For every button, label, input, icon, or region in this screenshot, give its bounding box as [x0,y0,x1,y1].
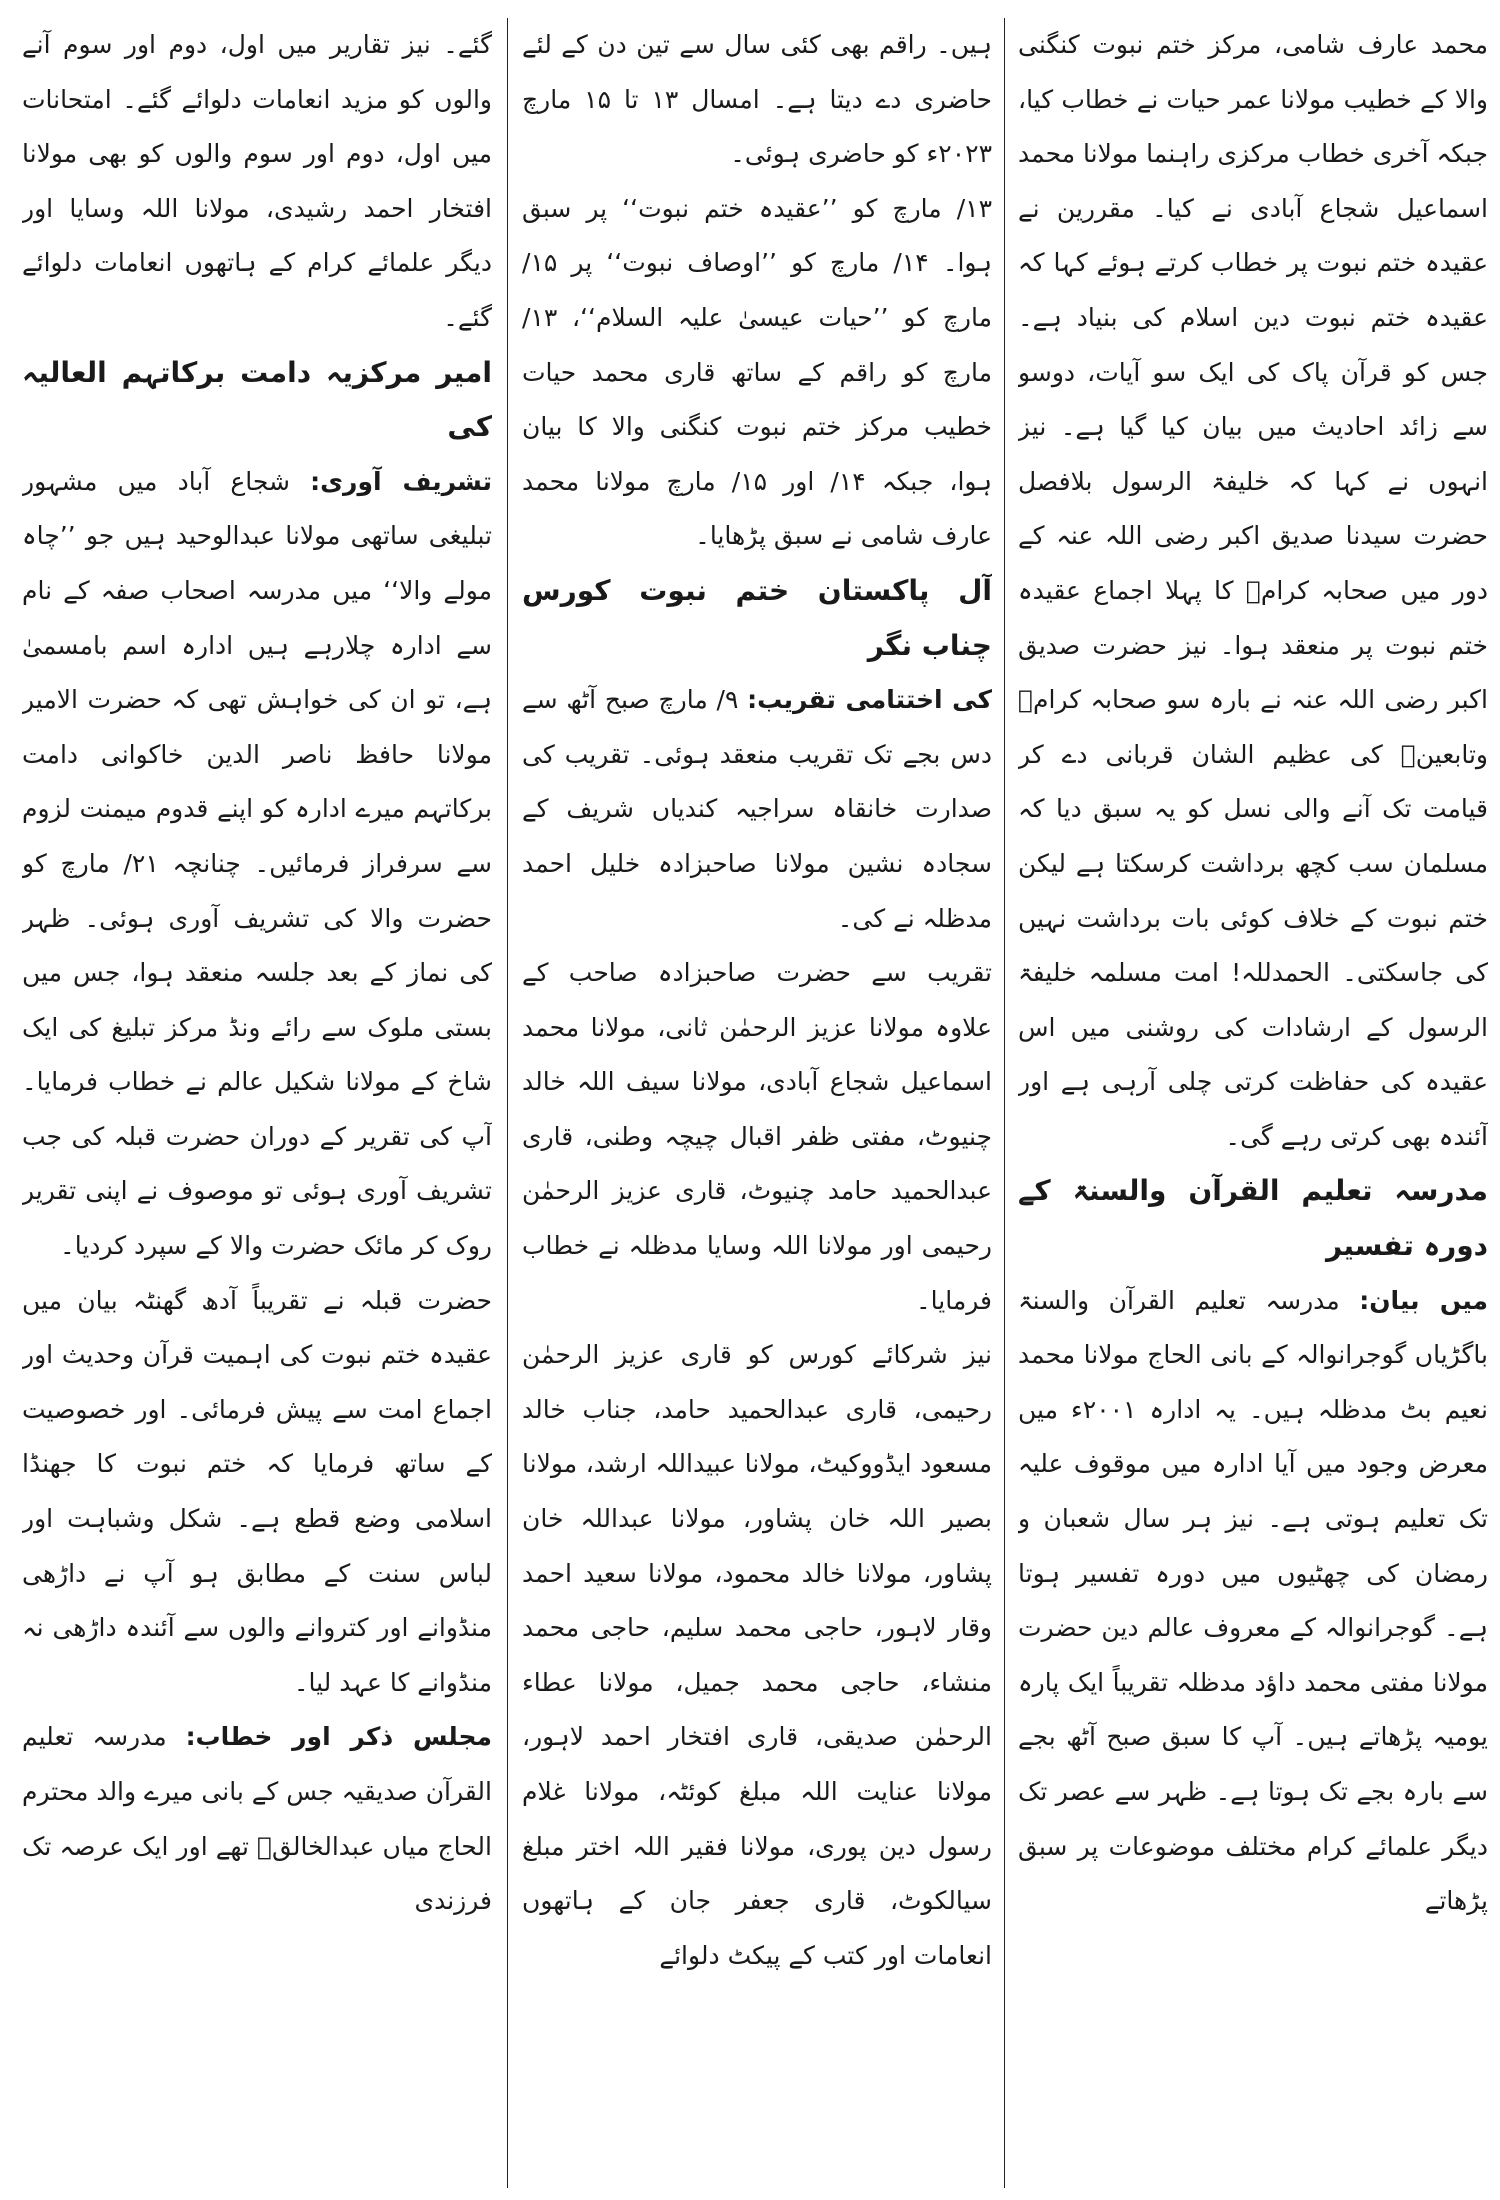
paragraph: محمد عارف شامی، مرکز ختم نبوت کنگنی والا کے خطیب مولانا عمر حیات نے خطاب کیا، جبکہ آخری خطاب مرکزی راہنما مولانا محمد اسماعیل شجاع آبادی نے کیا۔ مقررین نے عقیدہ ختم نبوت پر خطاب کرتے ہوئے کہا کہ عقیدہ ختم نبوت دین اسلام کی بنیاد ہے۔ جس کو قرآن پاک کی ایک سو آیات، دوسو سے زائد احادیث میں بیان کیا گیا ہے۔ نیز انہوں نے کہا کہ خلیفۃ الرسول بلافصل حضرت سیدنا صدیق اکبر رضی اللہ عنہ کے دور میں صحابہ کرامؓ کا پہلا اجماع عقیدہ ختم نبوت پر منعقد ہوا۔ نیز حضرت صدیق اکبر رضی اللہ عنہ نے بارہ سو صحابہ کرامؓ وتابعینؒ کی عظیم الشان قربانی دے کر قیامت تک آنے والی نسل کو یہ سبق دیا کہ مسلمان سب کچھ برداشت کرسکتا ہے لیکن ختم نبوت کے خلاف کوئی بات برداشت نہیں کی جاسکتی۔ الحمدللہ! امت مسلمہ خلیفۃ الرسول کے ارشادات کی روشنی میں اس عقیدہ کی حفاظت کرتی چلی آرہی ہے اور آئندہ بھی کرتی رہے گی۔ [1018,30,1488,1151]
section-heading: آل پاکستان ختم نبوت کورس چناب نگر [522,573,992,662]
paragraph-text: ۹/ مارچ صبح آٹھ سے دس بجے تک تقریب منعقد ہوئی۔ تقریب کی صدارت خانقاہ سراجیہ کندیاں شریف کے سجادہ نشین مولانا صاحبزادہ خلیل احمد مدظلہ نے کی۔ [522,685,992,933]
column-left [22,18,492,2190]
paragraph-text: مدرسہ تعلیم القرآن والسنۃ باگڑیاں گوجرانوالہ کے بانی الحاج مولانا محمد نعیم بٹ مدظلہ ہیں۔ یہ ادارہ ۲۰۰۱ء میں معرض وجود میں آیا ادارہ میں موقوف علیہ تک تعلیم ہوتی ہے۔ نیز ہر سال شعبان و رمضان کی چھٹیوں میں دورہ تفسیر ہوتا ہے۔ گوجرانوالہ کے معروف عالم دین حضرت مولانا مفتی محمد داؤد مدظلہ تقریباً ایک پارہ یومیہ پڑھاتے ہیں۔ آپ کا سبق صبح آٹھ بجے سے بارہ بجے تک ہوتا ہے۔ ظہر سے عصر تک دیگر علمائے کرام مختلف موضوعات پر سبق پڑھاتے [1018,1285,1488,1916]
column-divider [507,18,508,2188]
paragraph [1018,1274,1488,1929]
section-heading-lead: مجلس ذکر اور خطاب: [185,1722,492,1752]
section-heading: امیر مرکزیہ دامت برکاتہم العالیہ کی [22,355,492,444]
section-heading-lead: میں بیان: [1359,1285,1488,1315]
column-right [1018,18,1488,2190]
section-heading-lead: کی اختتامی تقریب: [747,685,992,715]
paragraph: ۱۳/ مارچ کو ’’عقیدہ ختم نبوت‘‘ پر سبق ہوا۔ ۱۴/ مارچ کو ’’اوصاف نبوت‘‘ پر ۱۵/ مارچ کو ’’حیات عیسیٰ علیہ السلام‘‘، ۱۳/ مارچ کو راقم کے ساتھ قاری محمد حیات خطیب مرکز ختم نبوت کنگنی والا کا بیان ہوا، جبکہ ۱۴/ اور ۱۵/ مارچ مولانا محمد عارف شامی نے سبق پڑھایا۔ [522,193,992,551]
paragraph-text: مدرسہ تعلیم القرآن صدیقیہ جس کے بانی میرے والد محترم الحاج میاں عبدالخالقؒ تھے اور ایک عرصہ تک فرزندی [22,1722,492,1916]
section-heading: مدرسہ تعلیم القرآن والسنۃ کے دورہ تفسیر [1018,1174,1488,1263]
paragraph: ہیں۔ راقم بھی کئی سال سے تین دن کے لئے حاضری دے دیتا ہے۔ امسال ۱۳ تا ۱۵ مارچ ۲۰۲۳ء کو حاضری ہوئی۔ [522,30,992,169]
paragraph: حضرت قبلہ نے تقریباً آدھ گھنٹہ بیان میں عقیدہ ختم نبوت کی اہمیت قرآن وحدیث اور اجماع امت سے پیش فرمائی۔ اور خصوصیت کے ساتھ فرمایا کہ ختم نبوت کا جھنڈا اسلامی وضع قطع ہے۔ شکل وشباہت اور لباس سنت کے مطابق ہو آپ نے داڑھی منڈوانے اور کتروانے والوں سے آئندہ داڑھی نہ منڈوانے کا عہد لیا۔ [22,1285,492,1697]
section-heading-lead: تشریف آوری: [310,466,492,496]
paragraph [22,1710,492,1928]
paragraph: گئے۔ نیز تقاریر میں اول، دوم اور سوم آنے والوں کو مزید انعامات دلوائے گئے۔ امتحانات میں اول، دوم اور سوم والوں کو بھی مولانا افتخار احمد رشیدی، مولانا اللہ وسایا اور دیگر علمائے کرام کے ہاتھوں انعامات دلوائے گئے۔ [22,30,492,332]
column-middle [522,18,992,2190]
paragraph: نیز شرکائے کورس کو قاری عزیز الرحمٰن رحیمی، قاری عبدالحمید حامد، جناب خالد مسعود ایڈووکیٹ، مولانا عبیداللہ ارشد، مولانا بصیر اللہ خان پشاور، مولانا عبداللہ خان پشاور، مولانا خالد محمود، مولانا سعید احمد وقار لاہور، حاجی محمد سلیم، حاجی محمد منشاء، حاجی محمد جمیل، مولانا عطاء الرحمٰن صدیقی، قاری افتخار احمد لاہور، مولانا عنایت اللہ مبلغ کوئٹہ، مولانا غلام رسول دین پوری، مولانا فقیر اللہ اختر مبلغ سیالکوٹ، قاری جعفر جان کے ہاتھوں انعامات اور کتب کے پیکٹ دلوائے [522,1340,992,1970]
column-divider [1004,18,1005,2188]
paragraph-text: شجاع آباد میں مشہور تبلیغی ساتھی مولانا عبدالوحید ہیں جو ’’چاہ مولے والا‘‘ میں مدرسہ اصحاب صفہ کے نام سے ادارہ چلارہے ہیں ادارہ اسم بامسمیٰ ہے، تو ان کی خواہش تھی کہ حضرت الامیر مولانا حافظ ناصر الدین خاکوانی دامت برکاتہم میرے ادارہ کو اپنے قدوم میمنت لزوم سے سرفراز فرمائیں۔ چنانچہ ۲۱/ مارچ کو حضرت والا کی تشریف آوری ہوئی۔ ظہر کی نماز کے بعد جلسہ منعقد ہوا، جس میں بستی ملوک سے رائے ونڈ مرکز تبلیغ کی ایک شاخ کے مولانا شکیل عالم نے خطاب فرمایا۔ آپ کی تقریر کے دوران حضرت قبلہ کی جب تشریف آوری ہوئی تو موصوف نے اپنی تقریر روک کر مائک حضرت والا کے سپرد کردیا۔ [22,466,492,1261]
paragraph: تقریب سے حضرت صاحبزادہ صاحب کے علاوہ مولانا عزیز الرحمٰن ثانی، مولانا محمد اسماعیل شجاع آبادی، مولانا سیف اللہ خالد چنیوٹ، مفتی ظفر اقبال چیچہ وطنی، قاری عبدالحمید حامد چنیوٹ، قاری عزیز الرحمٰن رحیمی اور مولانا اللہ وسایا مدظلہ نے خطاب فرمایا۔ [522,958,992,1315]
paragraph [22,455,492,1274]
paragraph [522,673,992,946]
